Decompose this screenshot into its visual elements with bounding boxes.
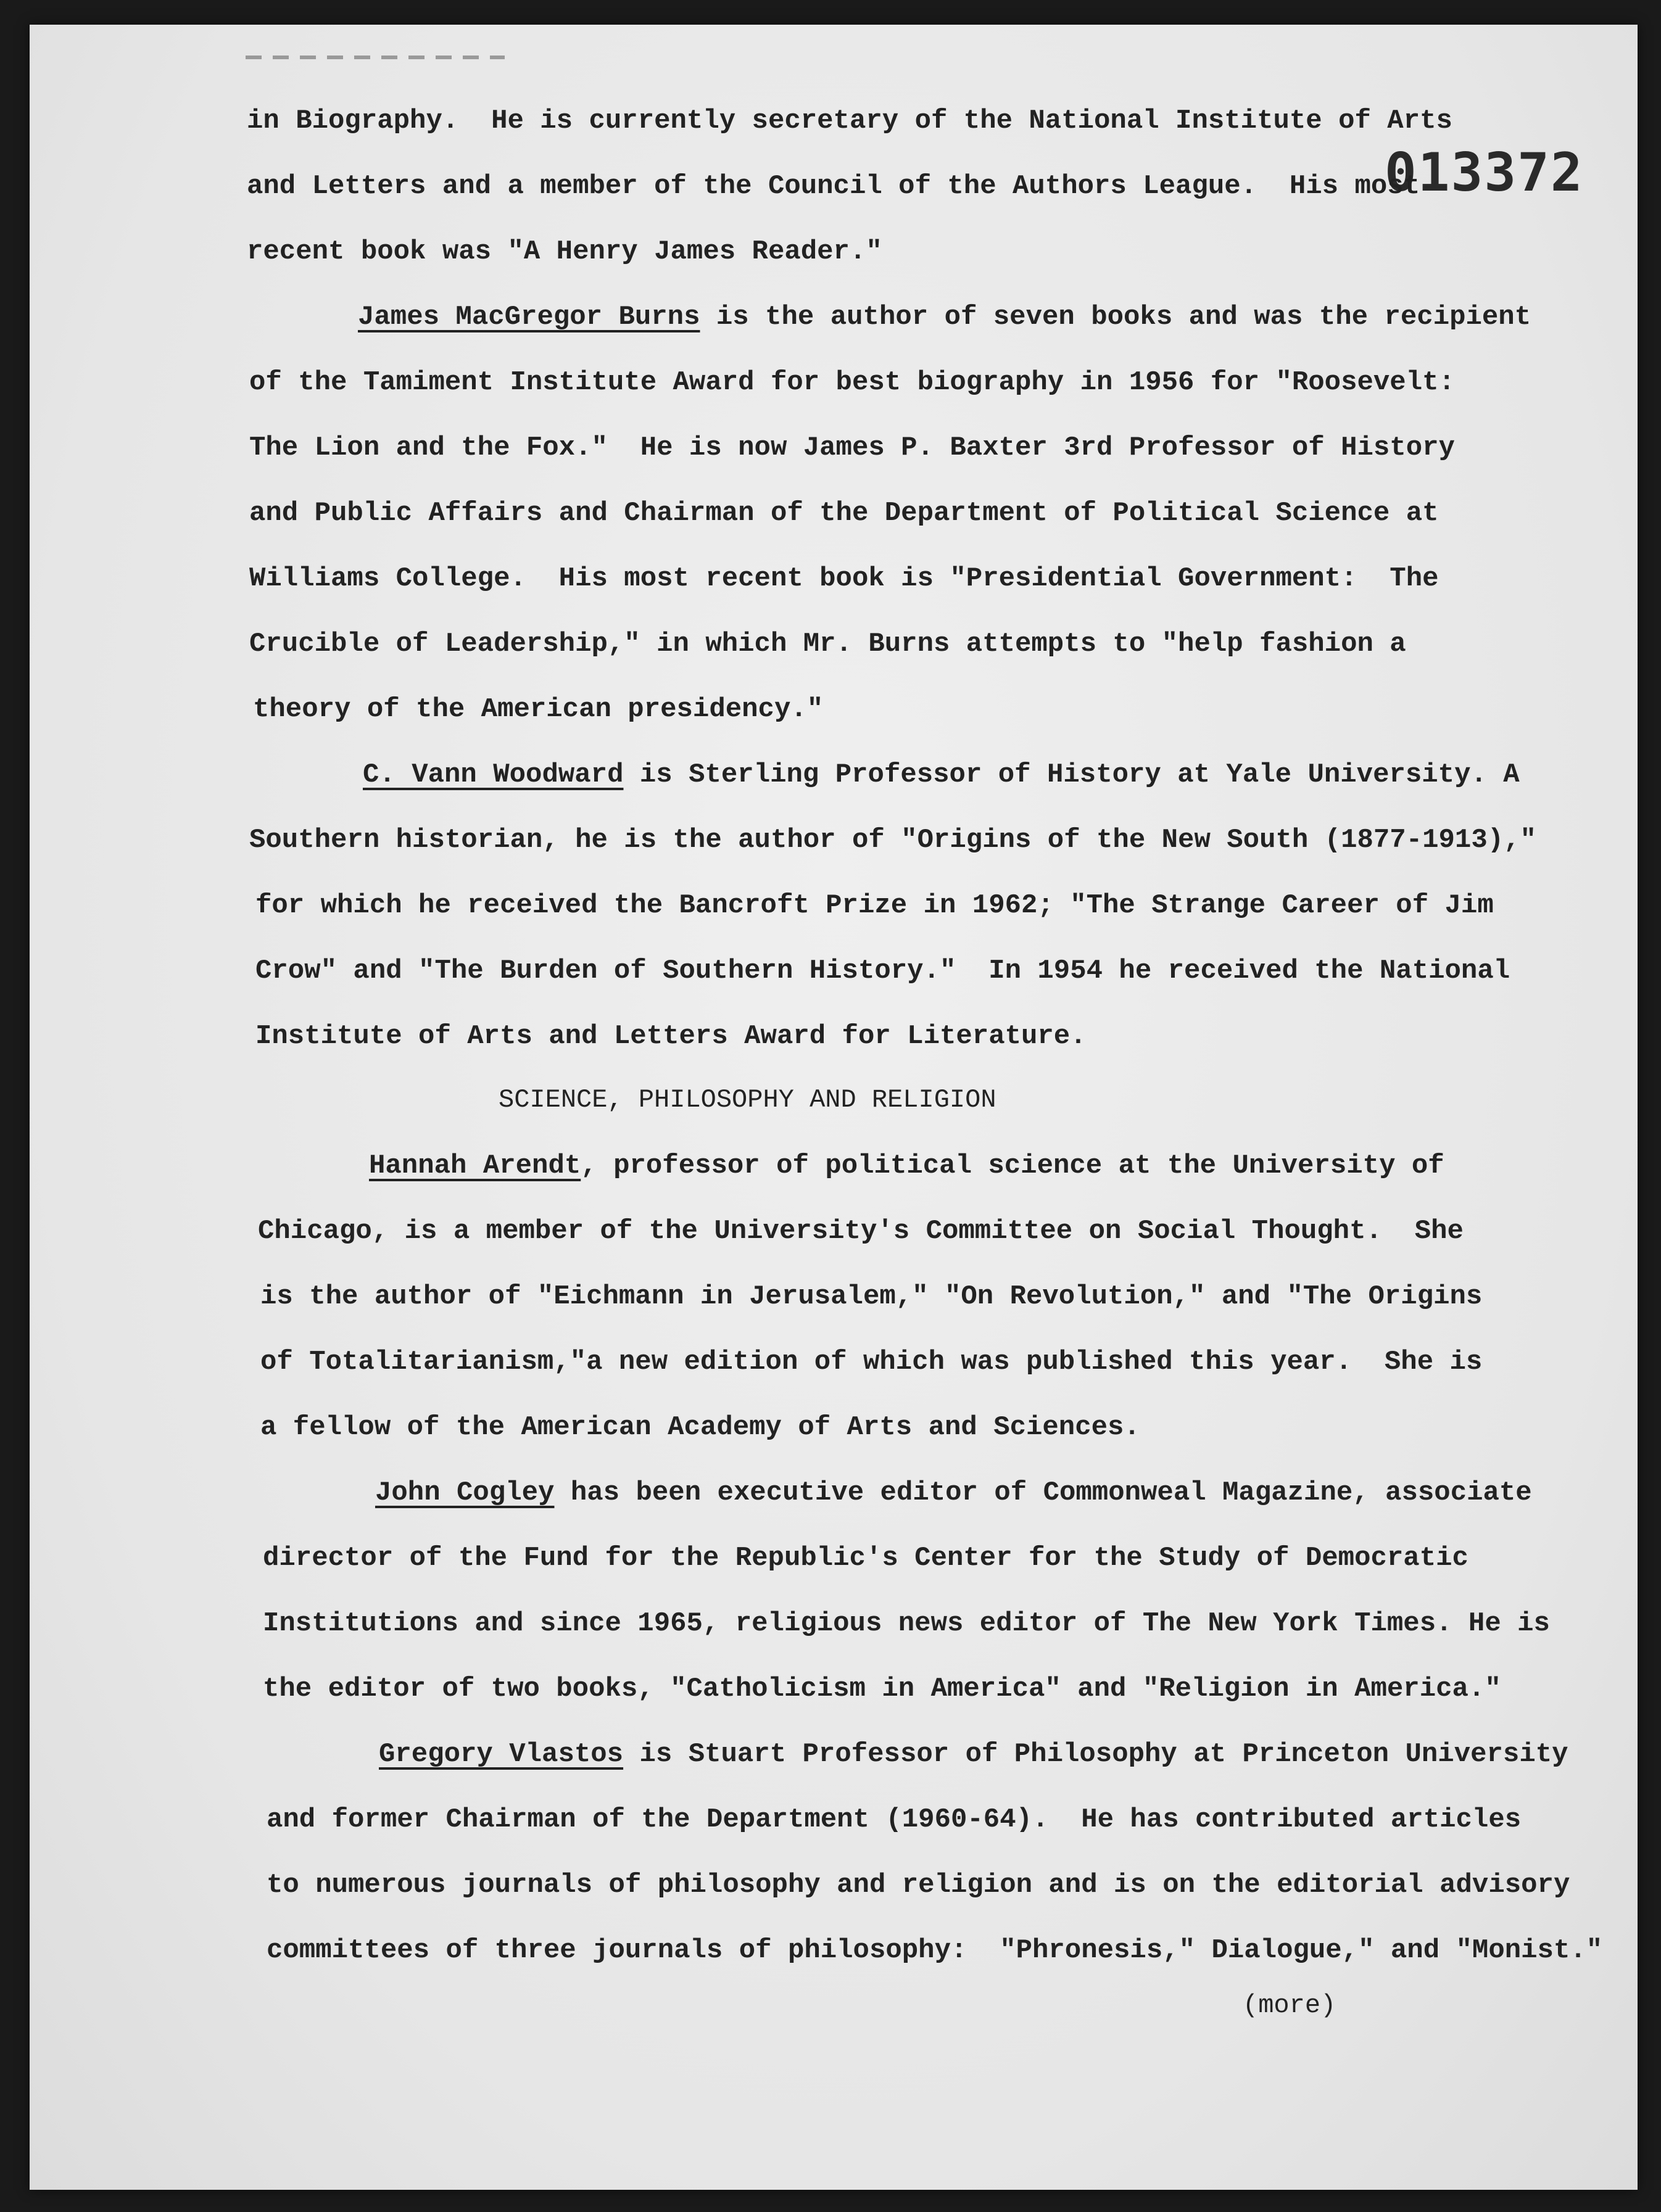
text-line-9: Crucible of Leadership," in which Mr. Burns attempts to "help fashion a — [249, 629, 1406, 659]
text-line-5: of the Tamiment Institute Award for best biography in 1956 for "Roosevelt: — [249, 367, 1455, 398]
paragraph-burns-first-line: James MacGregor Burns is the author of seven books and was the recipient — [358, 302, 1531, 332]
text-line-20: of Totalitarianism,"a new edition of which was published this year. She is — [260, 1347, 1483, 1377]
name-john-cogley: John Cogley — [375, 1477, 555, 1508]
text-line-6: The Lion and the Fox." He is now James P. Baxter 3rd Professor of History — [249, 432, 1455, 463]
continuation-note: (more) — [1243, 1991, 1336, 2020]
text-line-2: and Letters and a member of the Council of the Authors League. His most — [247, 171, 1420, 202]
text-line-14: Crow" and "The Burden of Southern History." In 1954 he received the National — [255, 955, 1510, 986]
text-line-23: director of the Fund for the Republic's Center for the Study of Democratic — [263, 1543, 1468, 1574]
text-line-19: is the author of "Eichmann in Jerusalem," "On Revolution," and "The Origins — [260, 1281, 1483, 1312]
text-line-25: the editor of two books, "Catholicism in America" and "Religion in America." — [263, 1673, 1501, 1704]
name-hannah-arendt: Hannah Arendt — [369, 1150, 581, 1181]
text-line-21: a fellow of the American Academy of Arts and Sciences. — [260, 1412, 1140, 1443]
text-line-15: Institute of Arts and Letters Award for Literature. — [255, 1021, 1087, 1052]
name-c-vann-woodward: C. Vann Woodward — [363, 759, 624, 790]
document-page — [30, 25, 1638, 2190]
section-heading-science-philosophy-religion: SCIENCE, PHILOSOPHY AND RELIGION — [499, 1085, 996, 1115]
text-line-12: Southern historian, he is the author of "Origins of the New South (1877-1913)," — [249, 825, 1536, 856]
text-line-10: theory of the American presidency." — [253, 694, 824, 725]
paragraph-woodward-first-line: C. Vann Woodward is Sterling Professor of History at Yale University. A — [363, 759, 1520, 790]
paragraph-vlastos-first-line: Gregory Vlastos is Stuart Professor of Philosophy at Princeton University — [379, 1739, 1568, 1770]
name-gregory-vlastos: Gregory Vlastos — [379, 1739, 624, 1770]
text-line-3: recent book was "A Henry James Reader." — [247, 236, 882, 267]
name-james-macgregor-burns: James MacGregor Burns — [358, 302, 700, 332]
text-line-7: and Public Affairs and Chairman of the Department of Political Science at — [249, 498, 1439, 529]
paragraph-arendt-first-line: Hannah Arendt, professor of political science at the University of — [369, 1150, 1444, 1181]
paragraph-cogley-first-line: John Cogley has been executive editor of Commonweal Magazine, associate — [375, 1477, 1532, 1508]
text-line-27: and former Chairman of the Department (1960-64). He has contributed articles — [267, 1804, 1522, 1835]
text-line-1: in Biography. He is currently secretary of the National Institute of Arts — [247, 105, 1452, 136]
text-line-13: for which he received the Bancroft Prize in 1962; "The Strange Career of Jim — [255, 890, 1494, 921]
document-number-stamp: 013372 — [1385, 142, 1584, 204]
text-line-18: Chicago, is a member of the University's Committee on Social Thought. She — [258, 1216, 1464, 1247]
text-line-29: committees of three journals of philosophy: "Phronesis," Dialogue," and "Monist." — [267, 1935, 1603, 1966]
top-edge-mark — [246, 56, 505, 59]
text-line-24: Institutions and since 1965, religious news editor of The New York Times. He is — [263, 1608, 1550, 1639]
text-line-8: Williams College. His most recent book is "Presidential Government: The — [249, 563, 1439, 594]
text-line-28: to numerous journals of philosophy and religion and is on the editorial advisory — [267, 1870, 1570, 1900]
